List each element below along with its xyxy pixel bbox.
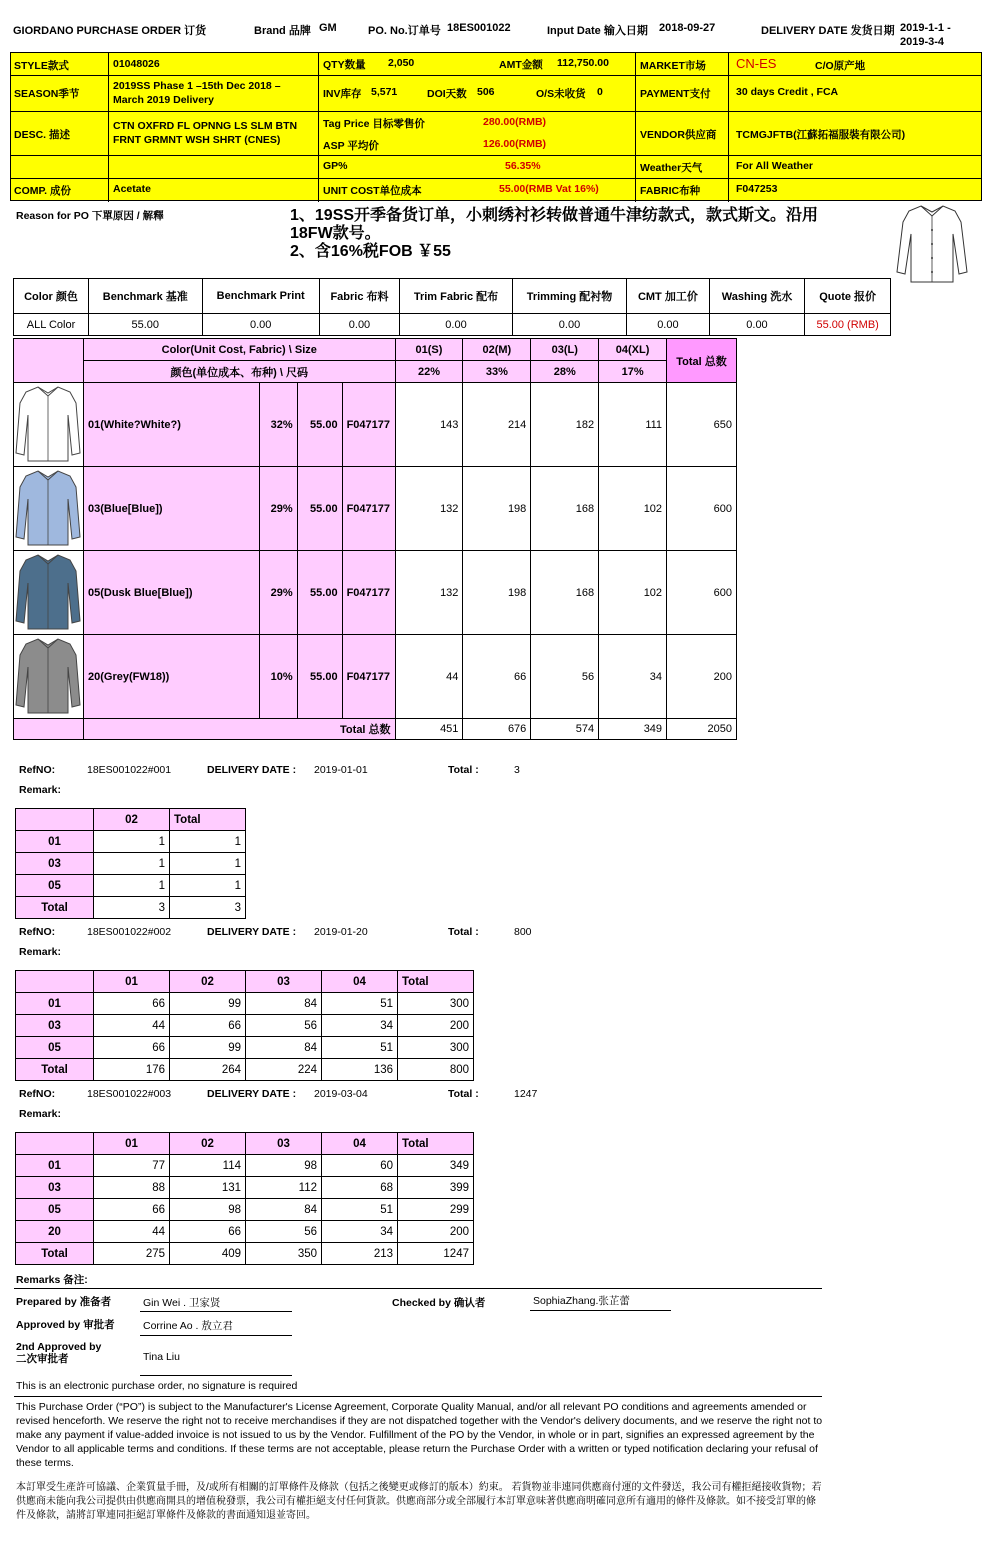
delivery-total-value: 800 [514, 926, 532, 938]
delivery-qty-cell: 44 [94, 1221, 170, 1243]
approved-by-label: Approved by 审批者 [16, 1319, 115, 1331]
order-info-grid [10, 52, 982, 201]
cost-header-cell: CMT 加工价 [627, 279, 710, 314]
os-label: O/S未收货 [536, 88, 586, 100]
remarks-label: Remarks 备注: [16, 1274, 88, 1286]
weather-label: Weather天气 [640, 162, 703, 174]
delivery-qty-cell: 99 [170, 1037, 246, 1059]
delivery-row-label: 03 [16, 1015, 94, 1037]
reason-line-2: 18FW款号。 [290, 225, 381, 242]
remark-label: Remark: [19, 946, 62, 958]
delivery-qty-cell: 300 [398, 993, 474, 1015]
row-total-cell: 600 [667, 551, 737, 635]
reason-line-3: 2、含16%税FOB ￥55 [290, 243, 451, 260]
delivery-qty-cell: 136 [322, 1059, 398, 1081]
matrix-total-cell: 451 [395, 719, 463, 740]
input-date-value: 2018-09-27 [659, 22, 716, 34]
delivery-qty-cell: 68 [322, 1177, 398, 1199]
color-percent: 10% [259, 635, 297, 719]
delivery-col-header: 01 [94, 1133, 170, 1155]
season-label: SEASON季节 [14, 88, 80, 100]
delivery-qty-cell: 66 [94, 993, 170, 1015]
size-header: 02(M) [463, 339, 531, 361]
reason-label: Reason for PO 下單原因 / 解釋 [16, 210, 164, 222]
matrix-total-label: Total 总数 [83, 719, 395, 740]
matrix-row [14, 467, 737, 551]
desc-label: DESC. 描述 [14, 129, 71, 141]
desc-value: CTN OXFRD FL OPNNG LS SLM BTN FRNT GRMNT WSH SHRT (CNES) [113, 120, 298, 146]
delivery-date-label: DELIVERY DATE : [207, 1088, 297, 1100]
delivery-qty-cell: 51 [322, 1037, 398, 1059]
size-qty-cell: 198 [463, 467, 531, 551]
color-name: 05(Dusk Blue[Blue]) [83, 551, 259, 635]
market-value: CN-ES [736, 56, 777, 71]
size-qty-cell: 182 [531, 383, 599, 467]
fabric-code: F047177 [342, 383, 395, 467]
size-qty-cell: 168 [531, 467, 599, 551]
delivery-row [16, 1177, 474, 1199]
size-ratio: 28% [531, 361, 599, 383]
inv-label: INV库存 [323, 88, 362, 100]
matrix-header-cn: 颜色(单位成本、布种) \ 尺码 [83, 361, 395, 383]
delivery-row-label: 01 [16, 993, 94, 1015]
matrix-image-header [14, 339, 84, 383]
delivery-date-value: 2019-03-04 [314, 1088, 368, 1100]
delivery-row-label: Total [16, 1059, 94, 1081]
delivery-col-header: 04 [322, 1133, 398, 1155]
comp-label: COMP. 成份 [14, 185, 71, 197]
size-ratio: 33% [463, 361, 531, 383]
market-label: MARKET市场 [640, 60, 706, 72]
vendor-value: TCMGJFTB(江蘇拓福服裝有限公司) [736, 129, 906, 141]
row-total-cell: 600 [667, 467, 737, 551]
delivery-row-label: 03 [16, 1177, 94, 1199]
delivery-qty-cell: 1 [170, 853, 246, 875]
delivery-date-range-end: 2019-3-4 [900, 36, 945, 48]
delivery-qty-cell: 88 [94, 1177, 170, 1199]
remark-label: Remark: [19, 784, 62, 796]
color-percent: 29% [259, 467, 297, 551]
delivery-qty-cell: 1 [94, 831, 170, 853]
delivery-qty-cell: 112 [246, 1177, 322, 1199]
delivery-row [16, 853, 246, 875]
cost-value-cell: 55.00 (RMB) [805, 314, 891, 336]
delivery-row [16, 875, 246, 897]
delivery-qty-cell: 200 [398, 1221, 474, 1243]
delivery-qty-cell: 66 [94, 1199, 170, 1221]
cost-value-cell: 0.00 [512, 314, 626, 336]
delivery-date-label: DELIVERY DATE 发货日期 [761, 25, 895, 37]
delivery-qty-cell: 1 [94, 853, 170, 875]
matrix-row [14, 383, 737, 467]
amt-label: AMT金额 [499, 59, 543, 71]
delivery-qty-cell: 399 [398, 1177, 474, 1199]
delivery-qty-cell: 349 [398, 1155, 474, 1177]
delivery-row-label: Total [16, 1243, 94, 1265]
fabric-value: F047253 [736, 183, 778, 195]
terms-english: This Purchase Order (“PO”) is subject to the Manufacturer's License Agreement, Corporate Quality Manual, and/or all relevant PO conditions and agreements amended or revised henceforth. We reserve the right not to receive merchandises if they are not dispatched together with the Vendor's delivery documents, and we reserve the right not to make any payment if value-added invoice is not issued to us by the Vendor. Fulfillment of the PO by the Vendor, in whole or in part, signifies an expressed agreement by the Vendor to all applicable terms and conditions. If these terms are not acceptable, please return the Purchase Order with a written or typed notification declaring your refusal of these terms. [16, 1401, 823, 1469]
delivery-qty-cell: 84 [246, 1037, 322, 1059]
shirt-sketch-image [893, 202, 971, 286]
delivery-qty-cell: 56 [246, 1015, 322, 1037]
delivery-qty-cell: 51 [322, 993, 398, 1015]
size-ratio: 17% [599, 361, 667, 383]
delivery-col-header: 01 [94, 971, 170, 993]
po-number-label: PO. No.订单号 [368, 25, 441, 37]
doi-value: 506 [477, 86, 495, 98]
cost-value-cell: 0.00 [202, 314, 319, 336]
cost-header-cell: Trimming 配衬物 [512, 279, 626, 314]
delivery-corner-cell [16, 809, 94, 831]
weather-value: For All Weather [736, 160, 814, 172]
input-date-label: Input Date 输入日期 [547, 25, 648, 37]
delivery-total-value: 3 [514, 764, 520, 776]
delivery-qty-cell: 1 [170, 831, 246, 853]
unit-cost: 55.00 [297, 635, 342, 719]
doi-label: DOI天数 [427, 88, 467, 100]
ref-label: RefNO: [19, 764, 56, 776]
fabric-code: F047177 [342, 467, 395, 551]
tag-price-label: Tag Price 目标零售价 [323, 118, 425, 130]
delivery-qty-cell: 1247 [398, 1243, 474, 1265]
delivery-qty-cell: 224 [246, 1059, 322, 1081]
delivery-col-header: 03 [246, 1133, 322, 1155]
matrix-row [14, 551, 737, 635]
prepared-by-value: Gin Wei . 卫家贤 [143, 1297, 221, 1309]
second-approved-by-value: Tina Liu [143, 1351, 180, 1363]
delivery-corner-cell [16, 971, 94, 993]
delivery-total-label: Total : [448, 764, 479, 776]
delivery-row-label: 05 [16, 1199, 94, 1221]
unit-cost-label: UNIT COST单位成本 [323, 185, 422, 197]
delivery-table-1 [15, 808, 246, 919]
cost-value-cell: 55.00 [89, 314, 203, 336]
matrix-total-header: Total 总数 [667, 339, 737, 383]
color-swatch-cell [14, 551, 84, 635]
po-number-value: 18ES001022 [447, 22, 511, 34]
delivery-row [16, 1243, 474, 1265]
size-qty-cell: 34 [599, 635, 667, 719]
size-header: 04(XL) [599, 339, 667, 361]
size-qty-cell: 102 [599, 467, 667, 551]
size-qty-cell: 214 [463, 383, 531, 467]
matrix-total-blank [14, 719, 84, 740]
delivery-date-value: 2019-01-01 [314, 764, 368, 776]
cost-header-cell: Washing 洗水 [709, 279, 805, 314]
unit-cost: 55.00 [297, 467, 342, 551]
electronic-po-note: This is an electronic purchase order, no signature is required [16, 1380, 298, 1392]
delivery-qty-cell: 99 [170, 993, 246, 1015]
shirt-image [14, 635, 82, 715]
size-header: 03(L) [531, 339, 599, 361]
delivery-row [16, 1059, 474, 1081]
delivery-qty-cell: 98 [246, 1155, 322, 1177]
brand-label: Brand 品牌 [254, 25, 311, 37]
unit-cost: 55.00 [297, 551, 342, 635]
color-percent: 32% [259, 383, 297, 467]
tag-price-value: 280.00(RMB) [483, 116, 547, 128]
delivery-qty-cell: 800 [398, 1059, 474, 1081]
season-value: 2019SS Phase 1 –15th Dec 2018 – March 2019 Delivery [113, 80, 281, 106]
delivery-qty-cell: 176 [94, 1059, 170, 1081]
delivery-qty-cell: 34 [322, 1015, 398, 1037]
delivery-date-label: DELIVERY DATE : [207, 764, 297, 776]
delivery-row [16, 1015, 474, 1037]
delivery-row-label: 01 [16, 1155, 94, 1177]
ref-number: 18ES001022#003 [87, 1088, 172, 1100]
delivery-qty-cell: 264 [170, 1059, 246, 1081]
ref-label: RefNO: [19, 1088, 56, 1100]
delivery-qty-cell: 1 [170, 875, 246, 897]
delivery-row [16, 1155, 474, 1177]
delivery-table-3 [15, 1132, 474, 1265]
matrix-total-cell: 349 [599, 719, 667, 740]
color-name: 03(Blue[Blue]) [83, 467, 259, 551]
delivery-qty-cell: 51 [322, 1199, 398, 1221]
delivery-qty-cell: 1 [94, 875, 170, 897]
fabric-code: F047177 [342, 635, 395, 719]
delivery-date-value: 2019-01-20 [314, 926, 368, 938]
delivery-qty-cell: 60 [322, 1155, 398, 1177]
amt-value: 112,750.00 [557, 57, 609, 69]
size-ratio: 22% [395, 361, 463, 383]
qty-value: 2,050 [388, 57, 415, 69]
matrix-total-cell: 574 [531, 719, 599, 740]
color-swatch-cell [14, 635, 84, 719]
size-qty-cell: 102 [599, 551, 667, 635]
matrix-total-cell: 676 [463, 719, 531, 740]
delivery-qty-cell: 131 [170, 1177, 246, 1199]
second-approved-by-label [16, 1341, 101, 1365]
delivery-row-label: 05 [16, 875, 94, 897]
delivery-qty-cell: 84 [246, 993, 322, 1015]
delivery-row-label: 03 [16, 853, 94, 875]
delivery-qty-cell: 200 [398, 1015, 474, 1037]
delivery-row [16, 1221, 474, 1243]
delivery-qty-cell: 56 [246, 1221, 322, 1243]
reason-text [290, 207, 880, 261]
cost-value-cell: ALL Color [14, 314, 89, 336]
delivery-col-header: Total [398, 971, 474, 993]
delivery-qty-cell: 98 [170, 1199, 246, 1221]
size-qty-cell: 66 [463, 635, 531, 719]
ref-label: RefNO: [19, 926, 56, 938]
cost-value-cell: 0.00 [319, 314, 399, 336]
comp-value: Acetate [113, 183, 151, 195]
delivery-qty-cell: 84 [246, 1199, 322, 1221]
second-approved-label-cn: 二次审批者 [16, 1353, 69, 1365]
color-name: 20(Grey(FW18)) [83, 635, 259, 719]
delivery-row [16, 1037, 474, 1059]
color-name: 01(White?White?) [83, 383, 259, 467]
color-swatch-cell [14, 467, 84, 551]
matrix-row [14, 635, 737, 719]
cost-header-cell: Quote 报价 [805, 279, 891, 314]
delivery-total-value: 1247 [514, 1088, 538, 1100]
delivery-col-header: 03 [246, 971, 322, 993]
size-qty-cell: 44 [395, 635, 463, 719]
delivery-row-label: 01 [16, 831, 94, 853]
cost-value-cell: 0.00 [627, 314, 710, 336]
cost-header-cell: Benchmark 基准 [89, 279, 203, 314]
shirt-image [14, 551, 82, 631]
delivery-row [16, 1199, 474, 1221]
cost-value-cell: 0.00 [709, 314, 805, 336]
delivery-qty-cell: 66 [170, 1015, 246, 1037]
unit-cost: 55.00 [297, 383, 342, 467]
delivery-corner-cell [16, 1133, 94, 1155]
size-header: 01(S) [395, 339, 463, 361]
size-qty-cell: 132 [395, 551, 463, 635]
shirt-image [14, 383, 82, 463]
delivery-date-label: DELIVERY DATE : [207, 926, 297, 938]
matrix-header-en: Color(Unit Cost, Fabric) \ Size [83, 339, 395, 361]
fabric-label: FABRIC布种 [640, 185, 701, 197]
cost-header-cell: Trim Fabric 配布 [400, 279, 513, 314]
vendor-label: VENDOR供应商 [640, 129, 717, 141]
gp-label: GP% [323, 160, 348, 172]
inv-value: 5,571 [371, 86, 398, 98]
size-qty-cell: 132 [395, 467, 463, 551]
delivery-total-label: Total : [448, 1088, 479, 1100]
delivery-table-2 [15, 970, 474, 1081]
payment-label: PAYMENT支付 [640, 88, 711, 100]
po-title: GIORDANO PURCHASE ORDER 订货 [13, 25, 207, 37]
delivery-qty-cell: 66 [94, 1037, 170, 1059]
cost-header-cell: Fabric 布料 [319, 279, 399, 314]
delivery-row [16, 831, 246, 853]
delivery-qty-cell: 350 [246, 1243, 322, 1265]
delivery-total-label: Total : [448, 926, 479, 938]
delivery-row-label: Total [16, 897, 94, 919]
delivery-qty-cell: 300 [398, 1037, 474, 1059]
size-qty-cell: 168 [531, 551, 599, 635]
fabric-code: F047177 [342, 551, 395, 635]
delivery-col-header: 02 [170, 971, 246, 993]
delivery-row-label: 20 [16, 1221, 94, 1243]
gp-value: 56.35% [505, 160, 541, 172]
row-total-cell: 200 [667, 635, 737, 719]
delivery-col-header: 02 [170, 1133, 246, 1155]
second-approved-label-en: 2nd Approved by [16, 1341, 102, 1353]
checked-by-label: Checked by 确认者 [392, 1297, 486, 1309]
delivery-qty-cell: 66 [170, 1221, 246, 1243]
co-label: C/O原产地 [815, 60, 866, 72]
delivery-qty-cell: 44 [94, 1015, 170, 1037]
size-qty-cell: 198 [463, 551, 531, 635]
size-qty-cell: 56 [531, 635, 599, 719]
delivery-col-header: Total [170, 809, 246, 831]
delivery-qty-cell: 409 [170, 1243, 246, 1265]
color-swatch-cell [14, 383, 84, 467]
ref-number: 18ES001022#002 [87, 926, 172, 938]
os-value: 0 [597, 86, 603, 98]
delivery-qty-cell: 3 [94, 897, 170, 919]
delivery-col-header: 02 [94, 809, 170, 831]
payment-value: 30 days Credit , FCA [736, 86, 839, 98]
asp-label: ASP 平均价 [323, 140, 379, 152]
delivery-qty-cell: 275 [94, 1243, 170, 1265]
color-percent: 29% [259, 551, 297, 635]
ref-number: 18ES001022#001 [87, 764, 172, 776]
delivery-row [16, 897, 246, 919]
shirt-image [14, 467, 82, 547]
cost-breakdown-table [13, 278, 891, 336]
cost-header-cell: Color 颜色 [14, 279, 89, 314]
delivery-row-label: 05 [16, 1037, 94, 1059]
asp-value: 126.00(RMB) [483, 138, 547, 150]
remark-label: Remark: [19, 1108, 62, 1120]
delivery-qty-cell: 114 [170, 1155, 246, 1177]
reason-line-1: 1、19SS开季备货订单，小刺绣衬衫转做普通牛津纺款式，款式斯文。沿用 [290, 207, 819, 224]
delivery-col-header: Total [398, 1133, 474, 1155]
brand-value: GM [319, 22, 337, 34]
terms-chinese: 本訂單受生產許可協議、企業質量手冊，及/或所有相關的訂單條件及條款（包括之後變更或修訂的版本）約束。 若貨物並非連同供應商付運的文件發送，我公司有權拒絕接收貨物；若供應商未能向我公司提供由供應商開具的增值稅發票，我公司有權拒絕支付任何貨款。供應商部分或全部履行本訂單意味著供應商明確同意所有適用的條件及條款。如不接受訂單的條件及條款，請將訂單連同拒絕訂單條件及條款的書面通知退並寄回。 [16, 1482, 822, 1521]
size-qty-cell: 111 [599, 383, 667, 467]
delivery-qty-cell: 34 [322, 1221, 398, 1243]
checked-by-value: SophiaZhang.张芷蕾 [533, 1295, 630, 1307]
delivery-col-header: 04 [322, 971, 398, 993]
delivery-qty-cell: 299 [398, 1199, 474, 1221]
cost-header-cell: Benchmark Print [202, 279, 319, 314]
matrix-grand-total: 2050 [667, 719, 737, 740]
delivery-qty-cell: 213 [322, 1243, 398, 1265]
unit-cost-value: 55.00(RMB Vat 16%) [499, 183, 599, 195]
delivery-qty-cell: 77 [94, 1155, 170, 1177]
style-label: STYLE款式 [14, 60, 69, 72]
row-total-cell: 650 [667, 383, 737, 467]
delivery-row [16, 993, 474, 1015]
delivery-qty-cell: 3 [170, 897, 246, 919]
delivery-date-range-start: 2019-1-1 - [900, 22, 951, 34]
qty-label: QTY数量 [323, 59, 366, 71]
size-matrix-table [13, 338, 737, 740]
cost-value-cell: 0.00 [400, 314, 513, 336]
style-value: 01048026 [113, 58, 160, 70]
prepared-by-label: Prepared by 准备者 [16, 1296, 112, 1308]
size-qty-cell: 143 [395, 383, 463, 467]
approved-by-value: Corrine Ao . 敖立君 [143, 1320, 233, 1332]
